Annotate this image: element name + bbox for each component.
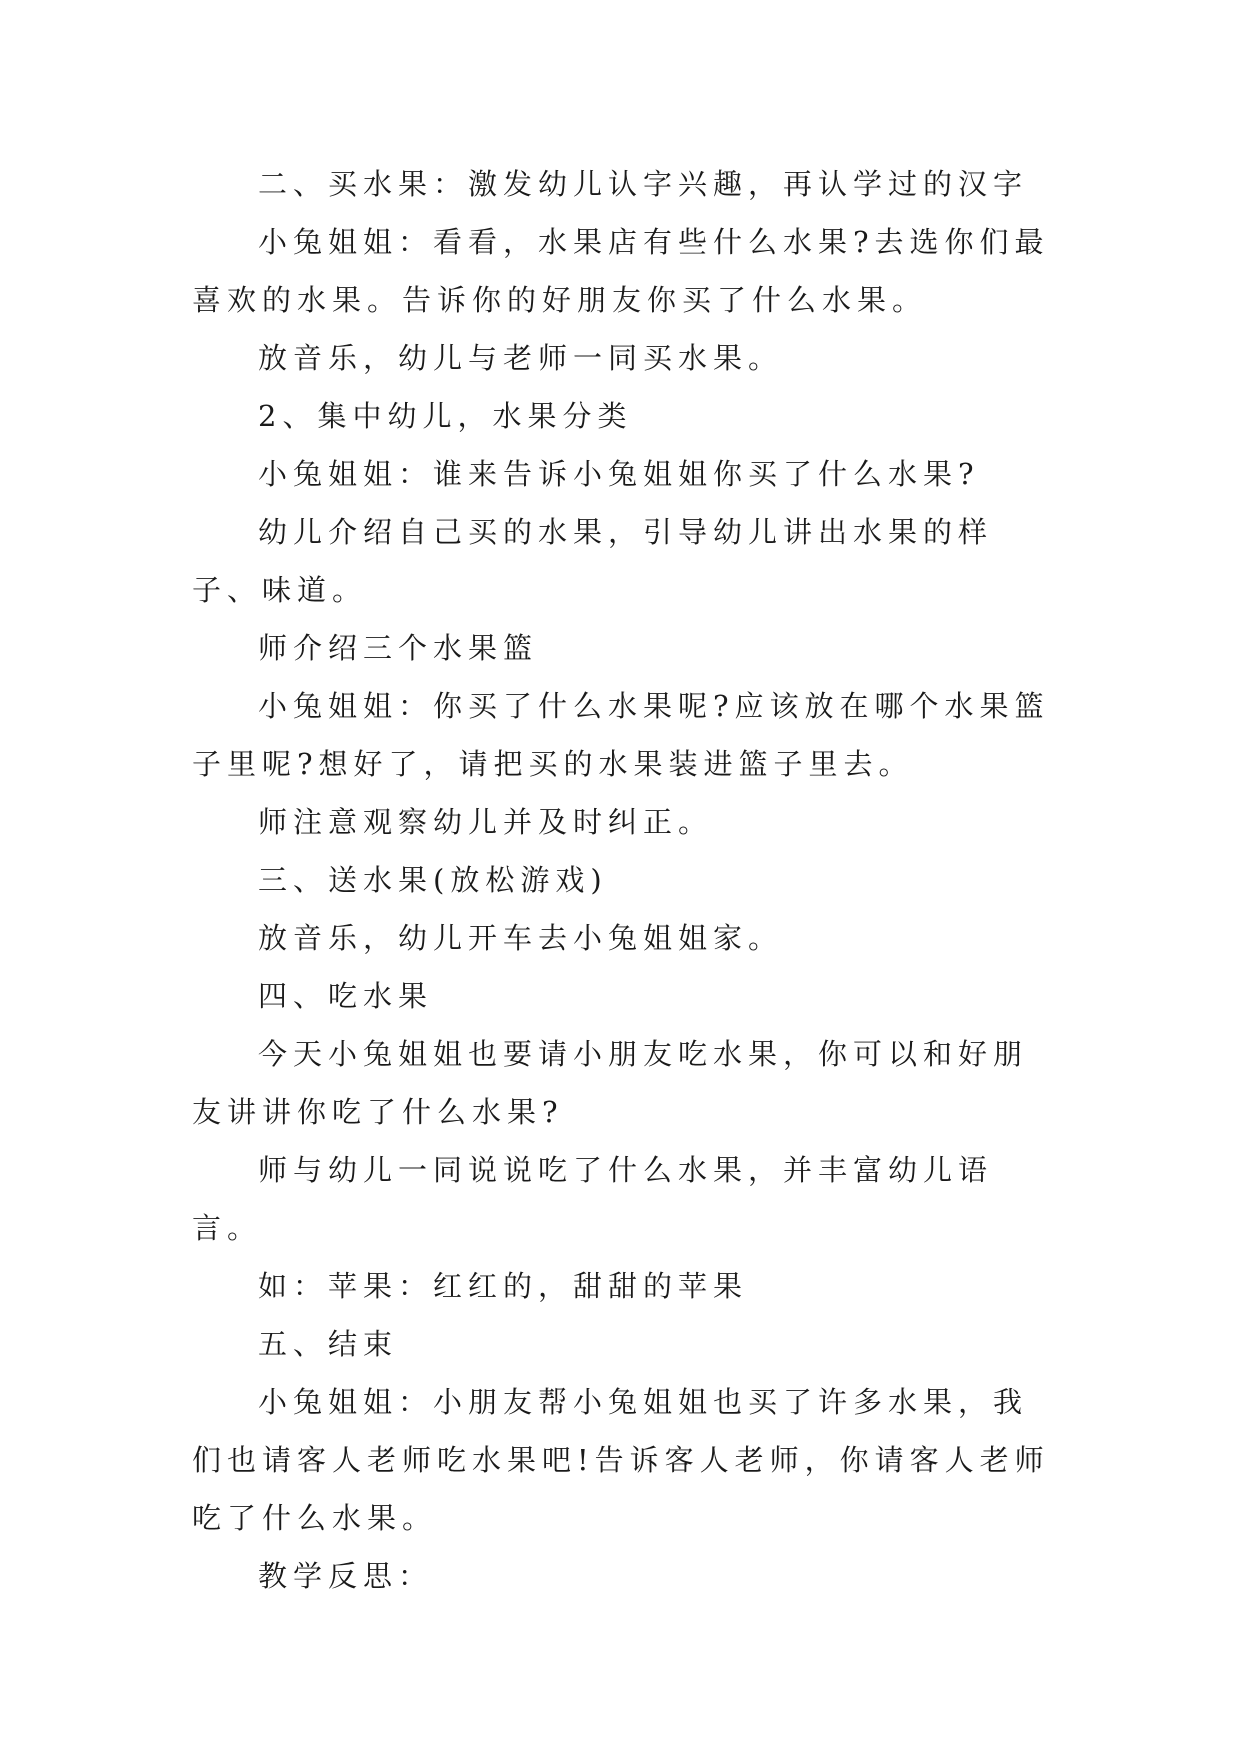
section-heading-end: 五、结束 [258,1327,399,1361]
paragraph: 小兔姐姐：你买了什么水果呢?应该放在哪个水果篮子里呢?想好了，请把买的水果装进篮子里去。 [192,689,1050,781]
paragraph: 今天小兔姐姐也要请小朋友吃水果，你可以和好朋友讲讲你吃了什么水果? [192,1037,1029,1129]
paragraph: 放音乐，幼儿与老师一同买水果。 [258,341,784,375]
section-heading-deliver-fruit: 三、送水果(放松游戏) [258,863,608,897]
paragraph: 师注意观察幼儿并及时纠正。 [258,805,714,839]
document-body [192,155,1054,1605]
paragraph: 幼儿介绍自己买的水果，引导幼儿讲出水果的样子、味道。 [192,515,994,607]
subsection-heading: 2、集中幼儿，水果分类 [258,399,633,433]
paragraph: 师与幼儿一同说说吃了什么水果，并丰富幼儿语言。 [192,1153,994,1245]
section-heading-eat-fruit: 四、吃水果 [258,979,434,1013]
paragraph: 放音乐，幼儿开车去小兔姐姐家。 [258,921,784,955]
paragraph: 师介绍三个水果篮 [258,631,539,665]
paragraph: 小兔姐姐：谁来告诉小兔姐姐你买了什么水果? [258,457,980,491]
reflection-heading: 教学反思： [258,1559,434,1593]
paragraph: 如：苹果：红红的，甜甜的苹果 [258,1269,749,1303]
paragraph: 小兔姐姐：小朋友帮小兔姐姐也买了许多水果，我们也请客人老师吃水果吧!告诉客人老师，你请客人老师吃了什么水果。 [192,1385,1050,1535]
section-heading-buy-fruit: 二、买水果：激发幼儿认字兴趣，再认学过的汉字 [258,167,1029,201]
paragraph: 小兔姐姐：看看，水果店有些什么水果?去选你们最喜欢的水果。告诉你的好朋友你买了什么水果。 [192,225,1050,317]
